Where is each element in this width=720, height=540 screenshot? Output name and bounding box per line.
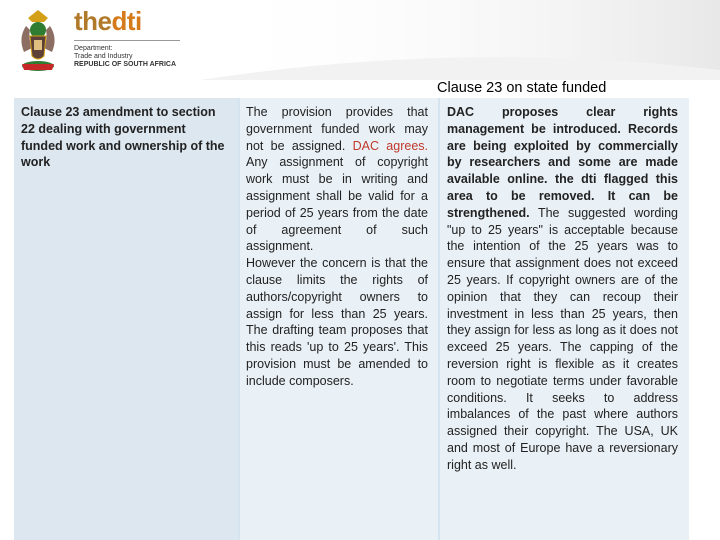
provision-text: The provision provides that government funded work may not be assigned. DAC agrees. Any assignment of copyright work must be in writing and assignment shall be valid for a period of 25 years from the date of agreement of such assignment. However the concern is that the clause limits the rights of authors/copyright owners to assign for less than 25 years. The drafting team proposes that this reads 'up to 25 years'. This provision must be amended to include composers. (246, 105, 428, 388)
coat-of-arms-icon (14, 8, 62, 74)
table-cell-provision (240, 98, 438, 540)
page-title: Clause 23 on state funded (437, 80, 607, 96)
dac-agrees-text: DAC agrees. (352, 138, 428, 153)
response-bold-text: DAC proposes clear rights management be introduced. Records are being exploited by commercially by researchers and some are made available online. the dti flagged this area to be removed. It can be strengthened. (447, 105, 678, 220)
brand-divider (74, 40, 180, 41)
clause-text: Clause 23 amendment to section 22 dealing with government funded work and ownership of the work (21, 105, 225, 170)
response-text: DAC proposes clear rights management be introduced. Records are being exploited by commercially by researchers and some are made available online. the dti flagged this area to be removed. It can be strengthened. The suggested wording "up to 25 years" is acceptable because the intention of the 25 years was to ensure that assignment does not exceed 25 years. If copyright owners are of the opinion that they can recoup their investment in less than 25 years, then they assign for less as long as it does not exceed 25 years. The capping of the reversion right is flexible as it creates room to negotiate terms under favorable conditions. It seeks to address imbalances of the past where authors assigned their copyright. The USA, UK and most of Europe have a reversionary right as well. (447, 105, 678, 472)
brand-logo: thedti (74, 6, 142, 36)
table-cell-response (440, 98, 689, 540)
header (0, 0, 720, 80)
content-table (14, 98, 689, 540)
table-cell-clause (14, 98, 238, 540)
department-label: Department: Trade and Industry REPUBLIC OF SOUTH AFRICA (74, 45, 177, 68)
decorative-background (200, 0, 720, 80)
